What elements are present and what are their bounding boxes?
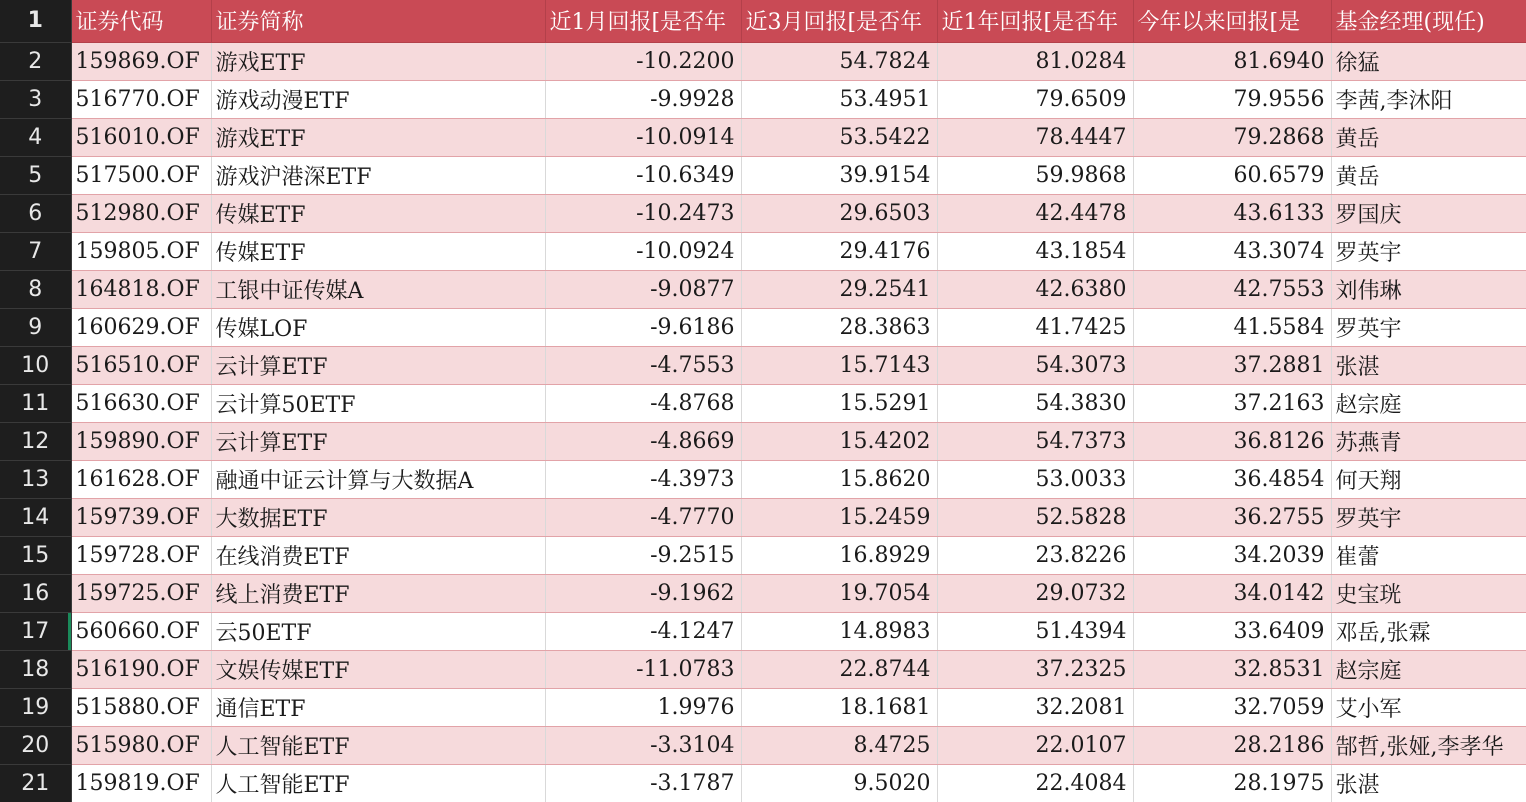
cell-return-1m[interactable]: -9.1962 [545, 574, 741, 612]
cell-name[interactable]: 传媒ETF [211, 194, 545, 232]
cell-return-ytd[interactable]: 34.2039 [1133, 536, 1331, 574]
cell-return-ytd[interactable]: 36.2755 [1133, 498, 1331, 536]
cell-code[interactable]: 160629.OF [71, 308, 211, 346]
cell-return-ytd[interactable]: 33.6409 [1133, 612, 1331, 650]
cell-return-1y[interactable]: 42.6380 [937, 270, 1133, 308]
cell-fund-manager[interactable]: 李茜,李沐阳 [1331, 80, 1526, 118]
cell-fund-manager[interactable]: 罗英宇 [1331, 232, 1526, 270]
cell-code[interactable]: 159869.OF [71, 42, 211, 80]
column-header-return-1m[interactable]: 近1月回报[是否年 [545, 0, 741, 42]
cell-fund-manager[interactable]: 何天翔 [1331, 460, 1526, 498]
cell-fund-manager[interactable]: 刘伟琳 [1331, 270, 1526, 308]
cell-return-1m[interactable]: -4.8768 [545, 384, 741, 422]
cell-return-ytd[interactable]: 36.4854 [1133, 460, 1331, 498]
cell-return-3m[interactable]: 8.4725 [741, 726, 937, 764]
column-header-return-3m[interactable]: 近3月回报[是否年 [741, 0, 937, 42]
cell-return-1m[interactable]: -10.0914 [545, 118, 741, 156]
table-row[interactable] [0, 384, 1526, 422]
cell-return-ytd[interactable]: 28.1975 [1133, 764, 1331, 802]
cell-name[interactable]: 融通中证云计算与大数据A [211, 460, 545, 498]
row-number-header[interactable]: 1 [0, 0, 71, 42]
row-number[interactable]: 21 [0, 764, 71, 802]
cell-return-1y[interactable]: 51.4394 [937, 612, 1133, 650]
cell-return-1m[interactable]: -4.8669 [545, 422, 741, 460]
cell-name[interactable]: 云计算50ETF [211, 384, 545, 422]
cell-fund-manager[interactable]: 黄岳 [1331, 156, 1526, 194]
cell-fund-manager[interactable]: 崔蕾 [1331, 536, 1526, 574]
cell-fund-manager[interactable]: 黄岳 [1331, 118, 1526, 156]
cell-code[interactable]: 516630.OF [71, 384, 211, 422]
cell-return-ytd[interactable]: 42.7553 [1133, 270, 1331, 308]
cell-code[interactable]: 516190.OF [71, 650, 211, 688]
cell-code[interactable]: 516010.OF [71, 118, 211, 156]
cell-name[interactable]: 游戏ETF [211, 42, 545, 80]
cell-name[interactable]: 传媒LOF [211, 308, 545, 346]
cell-return-1y[interactable]: 81.0284 [937, 42, 1133, 80]
cell-code[interactable]: 159805.OF [71, 232, 211, 270]
cell-return-3m[interactable]: 22.8744 [741, 650, 937, 688]
header-row [0, 0, 1526, 42]
cell-return-ytd[interactable]: 43.3074 [1133, 232, 1331, 270]
cell-return-1m[interactable]: -9.0877 [545, 270, 741, 308]
cell-return-1y[interactable]: 78.4447 [937, 118, 1133, 156]
cell-return-1m[interactable]: 1.9976 [545, 688, 741, 726]
row-number[interactable]: 9 [0, 308, 71, 346]
cell-return-ytd[interactable]: 36.8126 [1133, 422, 1331, 460]
cell-return-1y[interactable]: 22.0107 [937, 726, 1133, 764]
cell-code[interactable]: 516510.OF [71, 346, 211, 384]
cell-return-1m[interactable]: -4.7770 [545, 498, 741, 536]
cell-fund-manager[interactable]: 史宝珖 [1331, 574, 1526, 612]
cell-return-1y[interactable]: 29.0732 [937, 574, 1133, 612]
row-number[interactable]: 11 [0, 384, 71, 422]
cell-return-1m[interactable]: -4.3973 [545, 460, 741, 498]
table-row[interactable] [0, 650, 1526, 688]
cell-return-1m[interactable]: -10.0924 [545, 232, 741, 270]
cell-return-ytd[interactable]: 43.6133 [1133, 194, 1331, 232]
row-number[interactable]: 19 [0, 688, 71, 726]
cell-return-1m[interactable]: -3.1787 [545, 764, 741, 802]
row-number[interactable]: 7 [0, 232, 71, 270]
cell-name[interactable]: 游戏沪港深ETF [211, 156, 545, 194]
cell-code[interactable]: 516770.OF [71, 80, 211, 118]
cell-return-ytd[interactable]: 32.8531 [1133, 650, 1331, 688]
cell-return-ytd[interactable]: 32.7059 [1133, 688, 1331, 726]
table-row[interactable] [0, 536, 1526, 574]
cell-code[interactable]: 517500.OF [71, 156, 211, 194]
cell-name[interactable]: 游戏ETF [211, 118, 545, 156]
cell-return-1m[interactable]: -9.2515 [545, 536, 741, 574]
cell-return-ytd[interactable]: 79.9556 [1133, 80, 1331, 118]
cell-fund-manager[interactable]: 罗英宇 [1331, 308, 1526, 346]
cell-fund-manager[interactable]: 艾小军 [1331, 688, 1526, 726]
cell-fund-manager[interactable]: 张湛 [1331, 346, 1526, 384]
cell-return-1y[interactable]: 43.1854 [937, 232, 1133, 270]
cell-code[interactable]: 159728.OF [71, 536, 211, 574]
cell-return-ytd[interactable]: 28.2186 [1133, 726, 1331, 764]
cell-return-1m[interactable]: -10.2473 [545, 194, 741, 232]
column-header-code[interactable]: 证券代码 [71, 0, 211, 42]
cell-return-3m[interactable]: 14.8983 [741, 612, 937, 650]
table-row[interactable] [0, 422, 1526, 460]
cell-fund-manager[interactable]: 苏燕青 [1331, 422, 1526, 460]
row-number[interactable]: 8 [0, 270, 71, 308]
row-number[interactable]: 13 [0, 460, 71, 498]
cell-return-3m[interactable]: 29.2541 [741, 270, 937, 308]
cell-name[interactable]: 人工智能ETF [211, 764, 545, 802]
cell-fund-manager[interactable]: 郜哲,张娅,李孝华 [1331, 726, 1526, 764]
cell-return-ytd[interactable]: 41.5584 [1133, 308, 1331, 346]
cell-return-1y[interactable]: 42.4478 [937, 194, 1133, 232]
cell-return-3m[interactable]: 53.4951 [741, 80, 937, 118]
cell-return-1m[interactable]: -9.9928 [545, 80, 741, 118]
cell-return-3m[interactable]: 54.7824 [741, 42, 937, 80]
cell-code[interactable]: 512980.OF [71, 194, 211, 232]
cell-return-3m[interactable]: 15.8620 [741, 460, 937, 498]
table-row[interactable] [0, 726, 1526, 764]
cell-fund-manager[interactable]: 徐猛 [1331, 42, 1526, 80]
cell-return-3m[interactable]: 28.3863 [741, 308, 937, 346]
cell-return-1y[interactable]: 32.2081 [937, 688, 1133, 726]
cell-return-ytd[interactable]: 37.2881 [1133, 346, 1331, 384]
cell-return-1m[interactable]: -9.6186 [545, 308, 741, 346]
column-header-return-1y[interactable]: 近1年回报[是否年 [937, 0, 1133, 42]
table-row[interactable] [0, 194, 1526, 232]
cell-return-1m[interactable]: -10.6349 [545, 156, 741, 194]
cell-return-ytd[interactable]: 60.6579 [1133, 156, 1331, 194]
table-row[interactable] [0, 574, 1526, 612]
cell-return-3m[interactable]: 18.1681 [741, 688, 937, 726]
cell-return-1y[interactable]: 41.7425 [937, 308, 1133, 346]
cell-code[interactable]: 159739.OF [71, 498, 211, 536]
row-number[interactable]: 5 [0, 156, 71, 194]
cell-return-1m[interactable]: -11.0783 [545, 650, 741, 688]
table-row[interactable] [0, 764, 1526, 802]
table-row[interactable] [0, 270, 1526, 308]
cell-return-ytd[interactable]: 34.0142 [1133, 574, 1331, 612]
cell-code[interactable]: 515880.OF [71, 688, 211, 726]
cell-return-1y[interactable]: 37.2325 [937, 650, 1133, 688]
cell-return-3m[interactable]: 15.7143 [741, 346, 937, 384]
cell-return-3m[interactable]: 19.7054 [741, 574, 937, 612]
cell-return-1y[interactable]: 22.4084 [937, 764, 1133, 802]
cell-name[interactable]: 大数据ETF [211, 498, 545, 536]
table-row[interactable] [0, 346, 1526, 384]
row-number[interactable]: 14 [0, 498, 71, 536]
cell-code[interactable]: 159890.OF [71, 422, 211, 460]
table-row[interactable] [0, 156, 1526, 194]
table-body [0, 42, 1526, 802]
table-row[interactable] [0, 118, 1526, 156]
cell-return-1m[interactable]: -4.7553 [545, 346, 741, 384]
cell-return-1y[interactable]: 53.0033 [937, 460, 1133, 498]
cell-name[interactable]: 在线消费ETF [211, 536, 545, 574]
table-row[interactable] [0, 308, 1526, 346]
cell-name[interactable]: 游戏动漫ETF [211, 80, 545, 118]
cell-return-ytd[interactable]: 79.2868 [1133, 118, 1331, 156]
cell-name[interactable]: 通信ETF [211, 688, 545, 726]
cell-return-3m[interactable]: 39.9154 [741, 156, 937, 194]
cell-return-1y[interactable]: 54.3830 [937, 384, 1133, 422]
cell-return-1y[interactable]: 54.7373 [937, 422, 1133, 460]
cell-name[interactable]: 文娱传媒ETF [211, 650, 545, 688]
cell-return-ytd[interactable]: 81.6940 [1133, 42, 1331, 80]
cell-name[interactable]: 云计算ETF [211, 346, 545, 384]
cell-return-3m[interactable]: 9.5020 [741, 764, 937, 802]
cell-code[interactable]: 515980.OF [71, 726, 211, 764]
cell-name[interactable]: 云计算ETF [211, 422, 545, 460]
cell-name[interactable]: 云50ETF [211, 612, 545, 650]
cell-fund-manager[interactable]: 赵宗庭 [1331, 384, 1526, 422]
cell-return-1y[interactable]: 54.3073 [937, 346, 1133, 384]
table-row[interactable] [0, 612, 1526, 650]
cell-code[interactable]: 161628.OF [71, 460, 211, 498]
table-row[interactable] [0, 80, 1526, 118]
cell-return-3m[interactable]: 29.4176 [741, 232, 937, 270]
table-row[interactable] [0, 42, 1526, 80]
cell-fund-manager[interactable]: 张湛 [1331, 764, 1526, 802]
cell-return-1m[interactable]: -10.2200 [545, 42, 741, 80]
column-header-name[interactable]: 证券简称 [211, 0, 545, 42]
cell-name[interactable]: 线上消费ETF [211, 574, 545, 612]
cell-return-3m[interactable]: 15.4202 [741, 422, 937, 460]
cell-return-1y[interactable]: 59.9868 [937, 156, 1133, 194]
row-number[interactable]: 10 [0, 346, 71, 384]
cell-fund-manager[interactable]: 罗国庆 [1331, 194, 1526, 232]
cell-code[interactable]: 560660.OF [71, 612, 211, 650]
cell-return-1y[interactable]: 52.5828 [937, 498, 1133, 536]
row-number[interactable]: 17 [0, 612, 71, 650]
row-number[interactable]: 16 [0, 574, 71, 612]
table-row[interactable] [0, 688, 1526, 726]
cell-fund-manager[interactable]: 邓岳,张霖 [1331, 612, 1526, 650]
column-header-return-ytd[interactable]: 今年以来回报[是 [1133, 0, 1331, 42]
cell-name[interactable]: 传媒ETF [211, 232, 545, 270]
cell-return-3m[interactable]: 15.2459 [741, 498, 937, 536]
row-number[interactable]: 12 [0, 422, 71, 460]
cell-return-1m[interactable]: -4.1247 [545, 612, 741, 650]
cell-code[interactable]: 164818.OF [71, 270, 211, 308]
cell-return-3m[interactable]: 53.5422 [741, 118, 937, 156]
table-row[interactable] [0, 460, 1526, 498]
cell-name[interactable]: 人工智能ETF [211, 726, 545, 764]
row-number[interactable]: 6 [0, 194, 71, 232]
cell-return-3m[interactable]: 16.8929 [741, 536, 937, 574]
cell-return-1m[interactable]: -3.3104 [545, 726, 741, 764]
table-row[interactable] [0, 498, 1526, 536]
cell-code[interactable]: 159725.OF [71, 574, 211, 612]
cell-name[interactable]: 工银中证传媒A [211, 270, 545, 308]
column-header-fund-manager[interactable]: 基金经理(现任) [1331, 0, 1526, 42]
cell-return-1y[interactable]: 23.8226 [937, 536, 1133, 574]
row-number[interactable]: 2 [0, 42, 71, 80]
cell-return-3m[interactable]: 15.5291 [741, 384, 937, 422]
row-number[interactable]: 15 [0, 536, 71, 574]
cell-code[interactable]: 159819.OF [71, 764, 211, 802]
cell-fund-manager[interactable]: 赵宗庭 [1331, 650, 1526, 688]
row-number[interactable]: 20 [0, 726, 71, 764]
row-number[interactable]: 4 [0, 118, 71, 156]
table-row[interactable] [0, 232, 1526, 270]
cell-return-ytd[interactable]: 37.2163 [1133, 384, 1331, 422]
row-number[interactable]: 3 [0, 80, 71, 118]
cell-return-3m[interactable]: 29.6503 [741, 194, 937, 232]
cell-return-1y[interactable]: 79.6509 [937, 80, 1133, 118]
row-number[interactable]: 18 [0, 650, 71, 688]
cell-fund-manager[interactable]: 罗英宇 [1331, 498, 1526, 536]
